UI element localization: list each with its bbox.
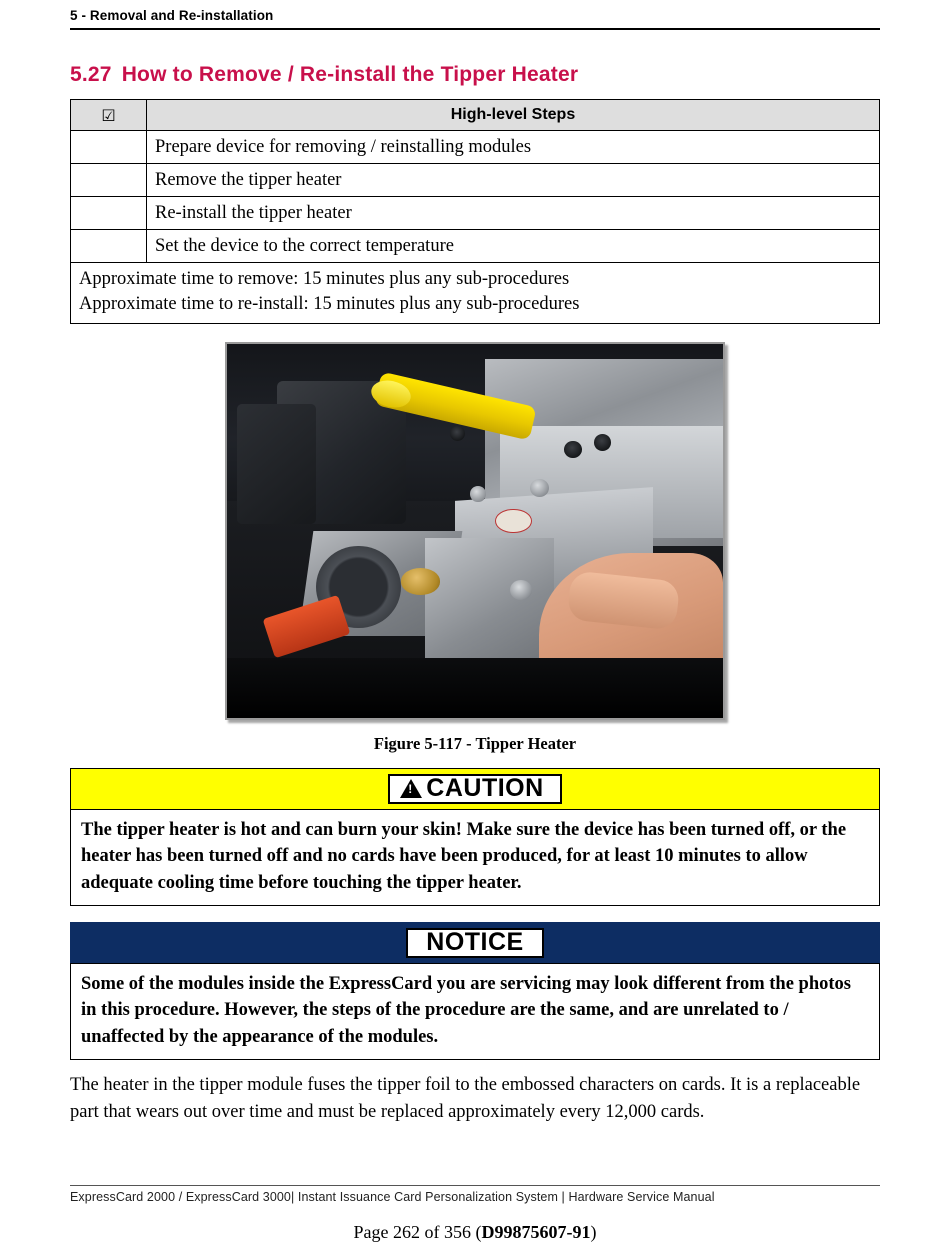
table-row (71, 197, 880, 230)
footer-divider (70, 1185, 880, 1186)
footer-product-line: ExpressCard 2000 / ExpressCard 3000| Instant Issuance Card Personalization System | Hardware Service Manual (70, 1190, 715, 1204)
step-checkbox-cell[interactable] (71, 197, 147, 230)
section-heading (70, 63, 578, 87)
step-checkbox-cell[interactable] (71, 164, 147, 197)
notice-banner (70, 922, 880, 963)
notice-label: NOTICE (426, 928, 524, 956)
photo-foreground-shadow (227, 658, 723, 718)
caution-label: CAUTION (426, 774, 544, 802)
photo-warning-label (495, 509, 532, 533)
step-label: Prepare device for removing / reinstalling modules (147, 131, 880, 164)
checkbox-column-header: ☑ (71, 100, 147, 131)
photo-screw-head (510, 580, 532, 601)
photo-screw-head (470, 486, 486, 502)
table-row (71, 164, 880, 197)
section-title-text: How to Remove / Re-install the Tipper Heater (121, 63, 579, 86)
approximate-time-cell (71, 263, 880, 324)
notice-alert (70, 922, 880, 1060)
time-to-remove: Approximate time to remove: 15 minutes plus any sub-procedures (79, 269, 570, 289)
photo-hole (564, 441, 581, 458)
tipper-heater-photo (225, 342, 725, 720)
step-checkbox-cell[interactable] (71, 230, 147, 263)
caution-banner-inner (388, 774, 561, 804)
time-to-reinstall: Approximate time to re-install: 15 minutes plus any sub-procedures (79, 293, 580, 314)
table-header-row (71, 100, 880, 131)
step-label: Set the device to the correct temperature (147, 230, 880, 263)
photo-secondary-motor (237, 404, 316, 524)
body-paragraph: The heater in the tipper module fuses the tipper foil to the embossed characters on cards. It is a replaceable part that wears out over time and must be replaced approximately every 12,000 cards. (70, 1075, 861, 1122)
table-row (71, 230, 880, 263)
high-level-steps-table (70, 99, 880, 324)
step-label: Remove the tipper heater (147, 164, 880, 197)
table-footer-row (71, 263, 880, 324)
header-divider (70, 28, 880, 30)
caution-banner (70, 768, 880, 809)
notice-banner-inner (406, 928, 543, 958)
photo-hole (594, 434, 611, 451)
page-number-close: ) (590, 1222, 597, 1242)
step-label: Re-install the tipper heater (147, 197, 880, 230)
chapter-title: 5 - Removal and Re-installation (70, 8, 274, 23)
notice-text: Some of the modules inside the ExpressCard you are servicing may look different from the photos in this procedure. However, the steps of the procedure are the same, and are unrelated to / unaffected by the appearance of the modules. (70, 963, 880, 1060)
photo-brass-bushing (401, 568, 441, 594)
steps-column-header: High-level Steps (147, 100, 880, 131)
section-number: 5.27 (70, 63, 112, 86)
page-number (0, 1222, 950, 1243)
figure-caption: Figure 5-117 - Tipper Heater (373, 734, 577, 753)
figure-block (0, 342, 950, 754)
table-row (71, 131, 880, 164)
photo-center-aluminum-bracket (425, 538, 554, 665)
warning-triangle-icon (400, 779, 422, 798)
document-number: D99875607-91 (481, 1222, 591, 1242)
step-checkbox-cell[interactable] (71, 131, 147, 164)
page-number-text: Page 262 of 356 ( (353, 1222, 482, 1242)
caution-text: The tipper heater is hot and can burn your skin! Make sure the device has been turned off, or the heater has been turned off and no cards have been produced, for at least 10 minutes to allow adequate cooling time before touching the tipper heater. (70, 809, 880, 906)
caution-alert (70, 768, 880, 906)
page-header (70, 8, 880, 30)
